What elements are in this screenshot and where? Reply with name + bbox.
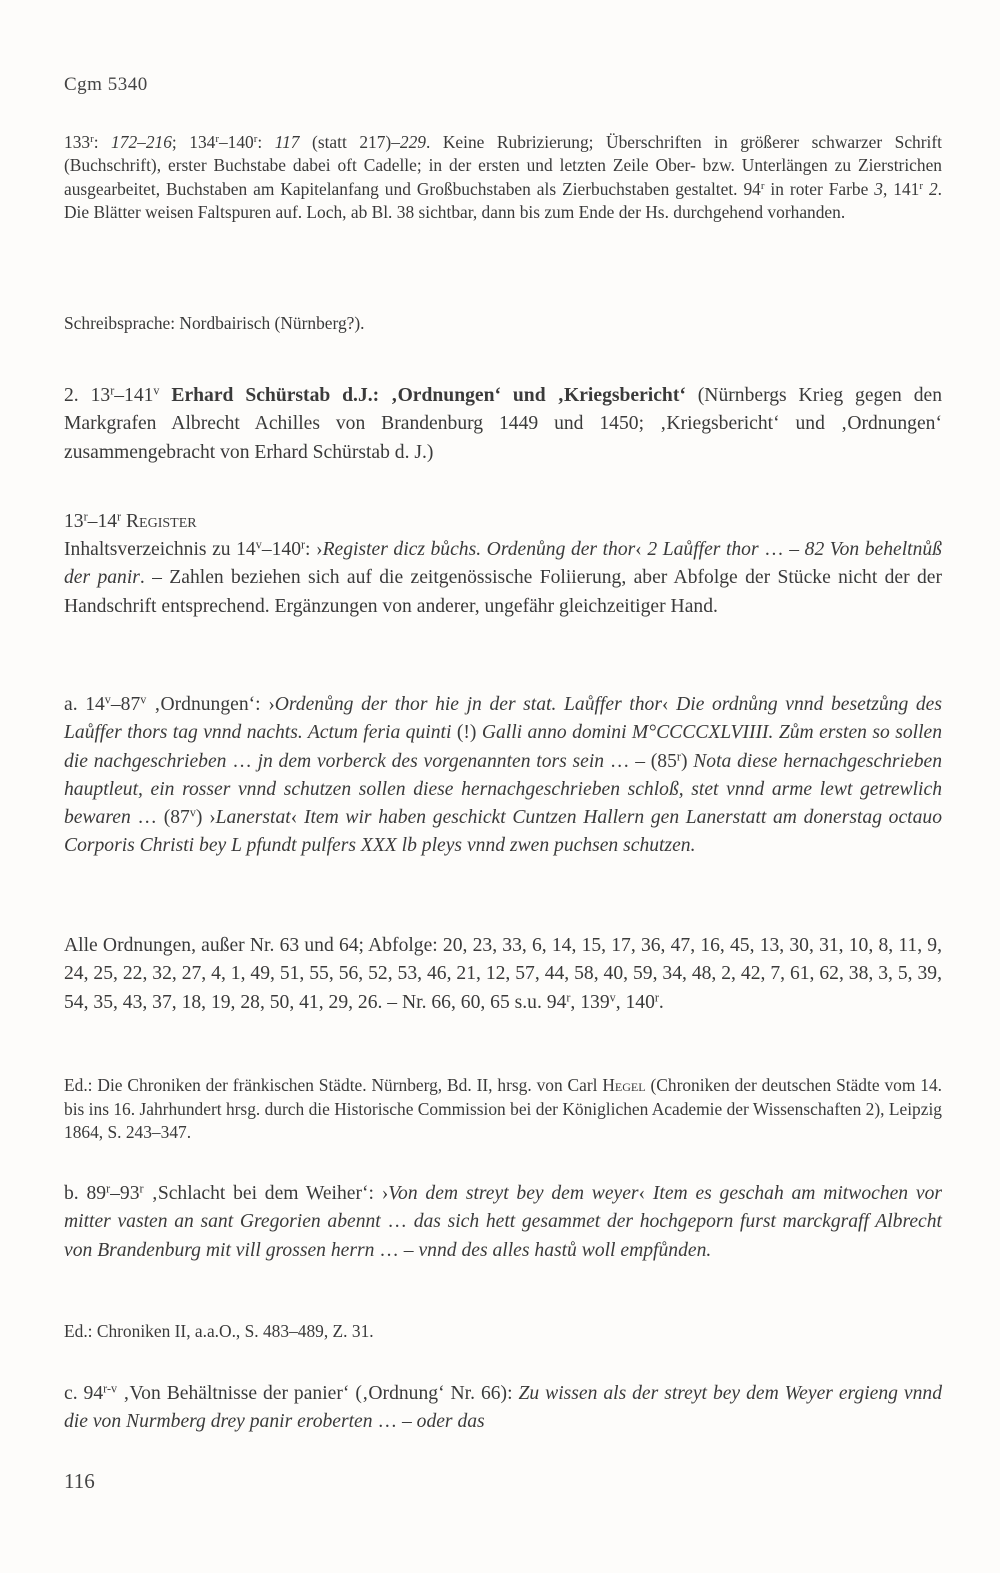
edition-paragraph-a: Ed.: Die Chroniken der fränkischen Städte. Nürnberg, Bd. II, hrsg. von Carl Hegel (Chroniken der deutschen Städte vom 14. bis ins 16. Jahrhundert hrsg. durch die Historische Commission bei der Königlichen Academie der Wissenschaften 2), Leipzig 1864, S. 243–347. (64, 1075, 942, 1143)
item-a-paragraph: a. 14$^v$–87$^v$ ‚Ordnungen‘: ›Ordenůng der thor hie jn der stat. Laůffer thor‹ Die ordnůng vnnd besetzůng des Laůffer thors tag vnnd nachts. Actum feria quinti (!) Galli anno domini M°CCCCXLVIIII. Zům ersten so sollen die nachgeschrieben … jn dem vorberck des vorgenannten tors sein … – (85$^r$) Nota diese hernachgeschrieben hauptleut, ein rosser vnnd schutzen sollen diese hernachgeschrieben schloß, stet vnnd arme lewt getrewlich bewaren … (87$^v$) ›Lanerstat‹ Item wir haben geschickt Cuntzen Hallern gen Lanerstatt am donerstag octauo Corporis Christi bey L pfundt pulfers XXX lb pleys vnnd zwen puchsen schutzen. (64, 692, 943, 857)
item-b-paragraph: b. 89$^r$–93$^r$ ‚Schlacht bei dem Weiher‘: ›Von dem streyt bey dem weyer‹ Item es geschah am mitwochen vor mitter vasten an sant Gregorien abennt … das sich hett gesammet der hochgeporn furst marckgraff Albrecht von Brandenburg mit vill grossen herrn … – vnnd des alles hastů woll empfůnden. (64, 1181, 942, 1261)
codicology-paragraph: 133$^r$: 172–216; 134$^r$–140$^r$: 117 (statt 217)–229. Keine Rubrizierung; Überschriften in größerer schwarzer Schrift (Buchschrift), erster Buchstabe dabei oft Cadelle; in der ersten und letzten Zeile Ober- bzw. Unterlängen zu Zierstrichen ausgearbeitet, Buchstaben am Kapitelanfang und Großbuchstaben als Zierbuchstaben gestaltet. 94$^r$ in roter Farbe 3, 141$^r$ 2. Die Blätter weisen Faltspuren auf. Loch, ab Bl. 38 sichtbar, dann bis zum Ende der Hs. durchgehend vorhanden. (64, 132, 942, 222)
order-list-paragraph: Alle Ordnungen, außer Nr. 63 und 64; Abfolge: 20, 23, 33, 6, 14, 15, 17, 36, 47, 16, 45, 13, 30, 31, 10, 8, 11, 9, 24, 25, 22, 32, 27, 4, 1, 49, 51, 55, 56, 52, 53, 46, 21, 12, 57, 44, 58, 40, 59, 34, 48, 2, 42, 7, 61, 62, 38, 3, 5, 39, 54, 35, 43, 37, 18, 19, 28, 50, 41, 29, 26. – Nr. 66, 60, 65 s.u. 94$^r$, 139$^v$, 140$^r$. (64, 935, 942, 1013)
page-number: 116 (64, 1469, 95, 1493)
running-header: Cgm 5340 (64, 74, 148, 95)
item-heading-paragraph: 2. 13$^r$–141$^v$ Erhard Schürstab d.J.: ‚Ordnungen‘ und ‚Kriegsbericht‘ (Nürnbergs Krieg gegen den Markgrafen Albrecht Achilles von Brandenburg 1449 und 1450; ‚Kriegsbericht‘ und ‚Ordnungen‘ zusammengebracht von Erhard Schürstab d. J.) (64, 383, 942, 463)
register-paragraph: Inhaltsverzeichnis zu 14$^v$–140$^r$: ›Register dicz bůchs. Ordenůng der thor‹ 2 Laůffer thor … – 82 Von beheltnůß der panir. – Zahlen beziehen sich auf die zeitgenössische Foliierung, aber Abfolge der Stücke nicht der der Handschrift entsprechend. Ergänzungen von anderer, ungefähr gleichzeitiger Hand. (64, 537, 942, 617)
language-paragraph: Schreibsprache: Nordbairisch (Nürnberg?). (64, 313, 365, 333)
item-c-paragraph: c. 94$^{r-v}$ ‚Von Behältnisse der panier‘ (‚Ordnung‘ Nr. 66): Zu wissen als der streyt bey dem Weyer ergieng vnnd die von Nurmberg drey panir eroberten … – oder das (64, 1381, 942, 1433)
register-heading: 13$^r$–14$^r$ Register (64, 509, 197, 532)
edition-paragraph-b: Ed.: Chroniken II, a.a.O., S. 483–489, Z. 31. (64, 1321, 374, 1341)
